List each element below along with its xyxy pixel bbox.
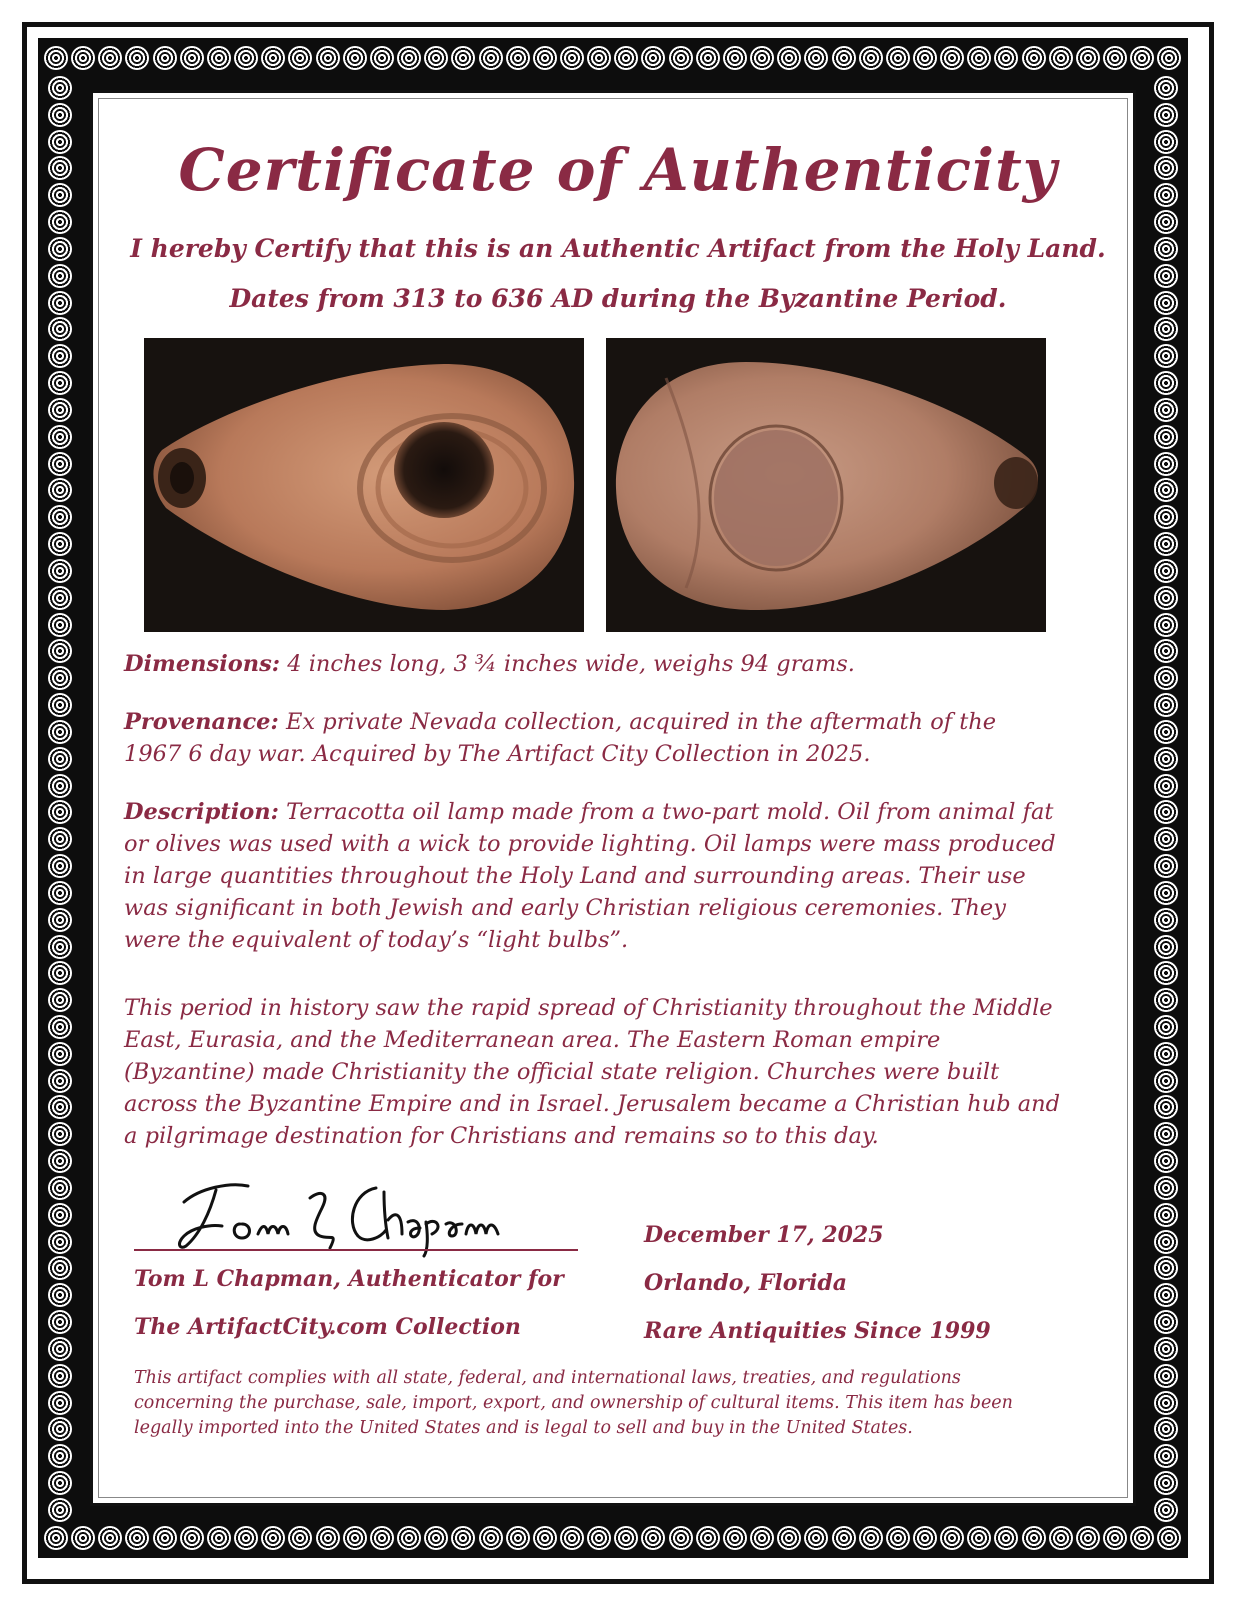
border-ring [750,46,774,70]
border-ring [913,1526,937,1550]
border-ring [506,46,530,70]
border-ring [1049,46,1073,70]
border-ring [1154,1069,1178,1093]
lamp-photo-top [144,338,584,632]
lamp-photo-bottom [606,338,1046,632]
border-ring [641,46,665,70]
border-ring [1154,774,1178,798]
border-ring [48,1230,72,1254]
border-ring [48,800,72,824]
border-ring [1154,1095,1178,1119]
border-ring [48,854,72,878]
border-ring [48,961,72,985]
border-ring [886,46,910,70]
border-ring [48,1391,72,1415]
border-ring [1154,1042,1178,1066]
border-ring [44,46,68,70]
border-ring [1076,46,1100,70]
border-ring [1154,639,1178,663]
border-ring [48,1015,72,1039]
border-ring [48,1498,72,1522]
border-ring [967,46,991,70]
border-ring [1154,613,1178,637]
certificate-location: Orlando, Florida [644,1270,847,1296]
border-ring [859,46,883,70]
border-ring [180,46,204,70]
border-ring [1076,1526,1100,1550]
border-ring [48,183,72,207]
border-ring [587,46,611,70]
border-ring [777,46,801,70]
border-ring [1157,46,1181,70]
signature-line [134,1249,578,1251]
border-ring [48,747,72,771]
border-ring [48,1069,72,1093]
border-ring [1154,505,1178,529]
border-ring [994,46,1018,70]
signer-collection: The ArtifactCity.com Collection [134,1314,521,1340]
border-ring [1154,881,1178,905]
border-ring [1049,1526,1073,1550]
border-ring [125,46,149,70]
border-rings-left [48,76,72,1522]
border-ring [48,1471,72,1495]
certificate-date: December 17, 2025 [644,1222,884,1248]
border-ring [1154,1498,1178,1522]
border-ring [1154,1444,1178,1468]
border-ring [886,1526,910,1550]
border-ring [913,46,937,70]
border-ring [669,46,693,70]
border-ring [48,291,72,315]
border-ring [1157,1526,1181,1550]
border-ring [1154,76,1178,100]
border-ring [587,1526,611,1550]
certificate-title: Certificate of Authenticity [178,136,1058,204]
border-ring [451,46,475,70]
border-ring [48,76,72,100]
description-label: Description: [124,799,279,825]
border-ring [343,1526,367,1550]
border-ring [859,1526,883,1550]
border-ring [696,46,720,70]
border-ring [940,1526,964,1550]
border-ring [967,1526,991,1550]
border-ring [479,1526,503,1550]
border-ring [48,264,72,288]
border-ring [1154,1337,1178,1361]
lamp-bottom-view-image [606,338,1046,632]
border-ring [44,1526,68,1550]
border-ring [940,46,964,70]
border-ring [994,1526,1018,1550]
border-ring [1103,46,1127,70]
border-ring [71,46,95,70]
company-tagline: Rare Antiquities Since 1999 [644,1318,991,1344]
border-ring [1130,1526,1154,1550]
border-ring [1154,988,1178,1012]
border-ring [397,1526,421,1550]
border-ring [1154,103,1178,127]
border-ring [316,46,340,70]
border-ring [1154,1230,1178,1254]
border-ring [424,46,448,70]
border-ring [261,1526,285,1550]
border-ring [234,1526,258,1550]
border-ring [48,344,72,368]
border-ring [48,505,72,529]
border-ring [1154,559,1178,583]
certify-statement: I hereby Certify that this is an Authentic Artifact from the Holy Land. [130,234,1106,263]
border-ring [1154,720,1178,744]
description-text: Terracotta oil lamp made from a two-part mold. Oil from animal fat or olives was used with a wick to provide lighting. Oil lamps were mass produced in large quantities throughout the Holy Land and surrounding areas. Their use was significant in both Jewish and early Christian religious ceremonies. They were the equivalent of today’s “light bulbs”. [124,799,1056,953]
border-ring [370,46,394,70]
border-ring [207,46,231,70]
border-ring [1154,1176,1178,1200]
border-ring [1154,183,1178,207]
dimensions-paragraph [124,648,1074,680]
border-ring [370,1526,394,1550]
border-ring [479,46,503,70]
border-ring [343,46,367,70]
border-ring [1154,1149,1178,1173]
border-ring [750,1526,774,1550]
provenance-label: Provenance: [124,709,279,735]
border-ring [1154,398,1178,422]
border-ring [1154,693,1178,717]
border-ring [261,46,285,70]
border-ring [48,666,72,690]
border-ring [1154,1417,1178,1441]
border-ring [180,1526,204,1550]
border-ring [1103,1526,1127,1550]
border-ring [48,1176,72,1200]
border-ring [832,1526,856,1550]
border-ring [1154,156,1178,180]
border-ring [560,46,584,70]
border-ring [1154,130,1178,154]
border-ring [48,827,72,851]
border-ring [1022,46,1046,70]
border-ring [1154,1122,1178,1146]
border-ring [98,1526,122,1550]
border-ring [1154,344,1178,368]
border-ring [1154,666,1178,690]
border-ring [48,1042,72,1066]
border-ring [48,613,72,637]
border-ring [424,1526,448,1550]
border-ring [723,46,747,70]
border-ring [1154,1283,1178,1307]
border-ring [397,46,421,70]
description-paragraph [124,796,1069,956]
border-ring [48,1310,72,1334]
signature-image [170,1162,530,1258]
border-ring [1154,264,1178,288]
border-ring [560,1526,584,1550]
border-ring [1154,478,1178,502]
border-ring [48,1203,72,1227]
provenance-text: Ex private Nevada collection, acquired in the aftermath of the 1967 6 day war. Acquired by The Artifact City Collection in 2025. [124,709,997,767]
border-ring [1154,425,1178,449]
border-ring [804,1526,828,1550]
border-ring [48,693,72,717]
border-ring [1154,935,1178,959]
border-ring [1154,210,1178,234]
border-ring [48,774,72,798]
border-ring [832,46,856,70]
border-ring [1154,1256,1178,1280]
border-ring [1154,532,1178,556]
border-ring [641,1526,665,1550]
border-rings-bottom [44,1526,1182,1550]
border-ring [533,1526,557,1550]
border-ring [207,1526,231,1550]
border-ring [153,46,177,70]
border-rings-right [1154,76,1178,1522]
border-ring [48,1337,72,1361]
border-ring [48,720,72,744]
border-ring [316,1526,340,1550]
border-ring [1154,1364,1178,1388]
border-ring [1154,586,1178,610]
border-ring [1154,1015,1178,1039]
border-ring [1154,1203,1178,1227]
border-ring [48,237,72,261]
border-ring [48,1149,72,1173]
dimensions-text: 4 inches long, 3 ¾ inches wide, weighs 94 grams. [287,651,855,677]
border-ring [1154,371,1178,395]
border-ring [1154,800,1178,824]
border-ring [1154,317,1178,341]
border-ring [48,881,72,905]
border-ring [48,398,72,422]
border-ring [48,908,72,932]
border-ring [234,46,258,70]
border-ring [1154,237,1178,261]
border-ring [48,1122,72,1146]
border-ring [48,1364,72,1388]
border-ring [125,1526,149,1550]
border-ring [48,988,72,1012]
provenance-paragraph [124,706,1024,770]
border-ring [48,317,72,341]
border-ring [723,1526,747,1550]
border-ring [669,1526,693,1550]
border-ring [48,586,72,610]
signature [170,1162,530,1258]
border-ring [1154,1310,1178,1334]
border-ring [48,452,72,476]
border-ring [288,46,312,70]
border-ring [506,1526,530,1550]
border-ring [1130,46,1154,70]
border-ring [1022,1526,1046,1550]
border-rings-top [44,46,1182,70]
border-ring [696,1526,720,1550]
border-ring [1154,827,1178,851]
border-ring [451,1526,475,1550]
border-ring [614,1526,638,1550]
border-ring [48,371,72,395]
border-ring [153,1526,177,1550]
border-ring [1154,854,1178,878]
border-ring [48,478,72,502]
border-ring [533,46,557,70]
border-ring [1154,747,1178,771]
legal-compliance-notice: This artifact complies with all state, federal, and international laws, treaties, and regulations concerning the purchase, sale, import, export, and ownership of cultural items. This item has been legally imported into the United States and is legal to sell and buy in the United States. [134,1368,1013,1438]
border-ring [48,1256,72,1280]
border-ring [1154,908,1178,932]
border-ring [48,130,72,154]
border-ring [48,425,72,449]
border-ring [48,935,72,959]
border-ring [48,639,72,663]
border-ring [48,156,72,180]
lamp-top-view-image [144,338,584,632]
border-ring [1154,1391,1178,1415]
border-ring [48,210,72,234]
border-ring [48,532,72,556]
signer-name-title: Tom L Chapman, Authenticator for [134,1266,564,1292]
border-ring [777,1526,801,1550]
border-ring [48,559,72,583]
border-ring [48,1283,72,1307]
date-range-statement: Dates from 313 to 636 AD during the Byzantine Period. [229,284,1007,313]
border-ring [804,46,828,70]
history-paragraph: This period in history saw the rapid spread of Christianity throughout the Middle East, Eurasia, and the Mediterranean area. The Eastern Roman empire (Byzantine) made Christianity the official state religion. Churches were built across the Byzantine Empire and in Israel. Jerusalem became a Christian hub and a pilgrimage destination for Christians and remains so to this day. [124,995,1061,1149]
border-ring [1154,452,1178,476]
border-ring [288,1526,312,1550]
border-ring [48,1444,72,1468]
border-ring [1154,961,1178,985]
border-ring [48,103,72,127]
border-ring [98,46,122,70]
dimensions-label: Dimensions: [124,651,281,677]
border-ring [71,1526,95,1550]
border-ring [48,1095,72,1119]
border-ring [1154,291,1178,315]
border-ring [1154,1471,1178,1495]
border-ring [48,1417,72,1441]
border-ring [614,46,638,70]
